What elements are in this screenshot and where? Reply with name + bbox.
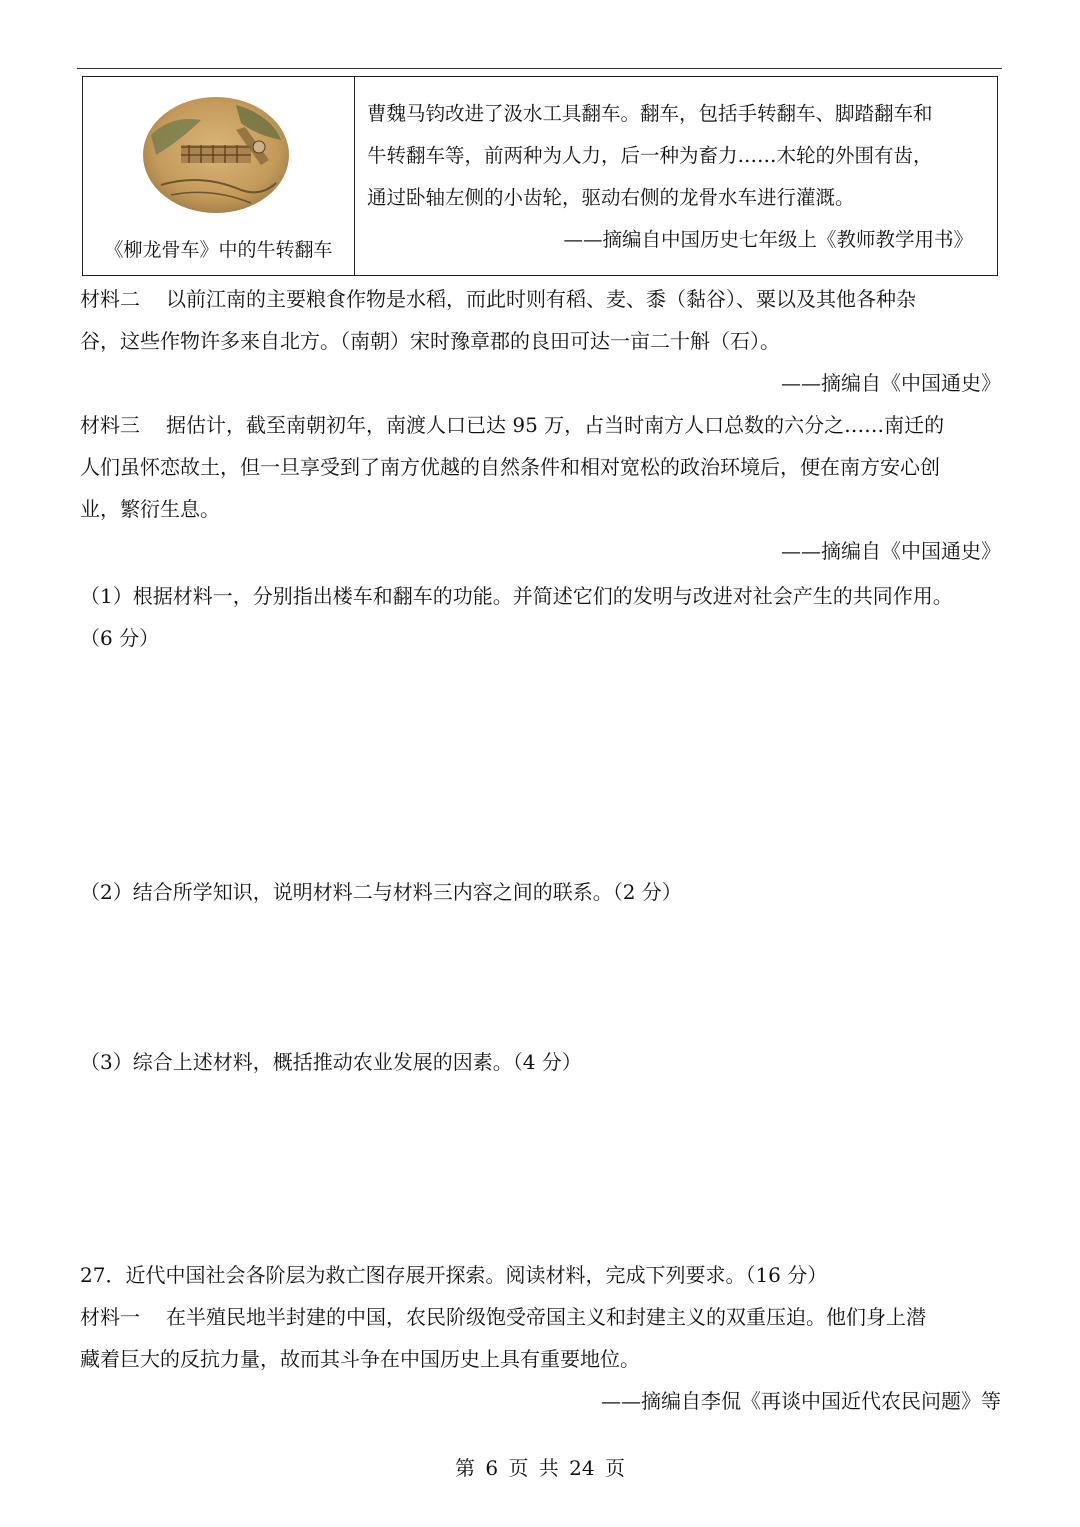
image-cell bbox=[83, 77, 355, 275]
material3-line-3: 业，繁衍生息。 bbox=[80, 497, 220, 521]
page-footer: 第 6 页 共 24 页 bbox=[455, 1456, 625, 1480]
material2-source: ——摘编自《中国通史》 bbox=[781, 371, 1001, 395]
question-1 bbox=[80, 575, 1005, 659]
material2-block bbox=[80, 278, 1005, 404]
question-27-title: 27．近代中国社会各阶层为救亡图存展开探索。阅读材料，完成下列要求。（16 分） bbox=[80, 1263, 828, 1287]
material3-line-1: 材料三 据估计，截至南朝初年，南渡人口已达 95 万，占当时南方人口总数的六分之……南迁的 bbox=[80, 413, 945, 437]
material3-block bbox=[80, 404, 1005, 572]
material3-source: ——摘编自《中国通史》 bbox=[781, 539, 1001, 563]
material1-source: ——摘编自中国历史七年级上《教师教学用书》 bbox=[563, 228, 973, 251]
material3-line-2: 人们虽怀恋故土，但一旦享受到了南方优越的自然条件和相对宽松的政治环境后，便在南方安心创 bbox=[80, 455, 940, 479]
question-27 bbox=[80, 1254, 1005, 1422]
material2-line-1: 材料二 以前江南的主要粮食作物是水稻，而此时则有稻、麦、黍（黏谷）、粟以及其他各种杂 bbox=[80, 287, 916, 311]
material1-line: 通过卧轴左侧的小齿轮，驱动右侧的龙骨水车进行灌溉。 bbox=[367, 186, 855, 209]
q27-material1-line-1: 材料一 在半殖民地半封建的中国，农民阶级饱受帝国主义和封建主义的双重压迫。他们身上潜 bbox=[80, 1305, 926, 1329]
top-rule bbox=[77, 68, 1002, 69]
material1-table bbox=[82, 76, 998, 276]
question-1-points: （6 分） bbox=[80, 626, 160, 650]
q27-material1-line-2: 藏着巨大的反抗力量，故而其斗争在中国历史上具有重要地位。 bbox=[80, 1347, 640, 1371]
material1-line: 曹魏马钧改进了汲水工具翻车。翻车，包括手转翻车、脚踏翻车和 bbox=[367, 102, 933, 125]
question-3-text: （3）综合上述材料，概括推动农业发展的因素。（4 分） bbox=[80, 1050, 582, 1074]
material1-text bbox=[367, 93, 987, 261]
question-3 bbox=[80, 1041, 1005, 1083]
painting-image bbox=[141, 95, 291, 215]
image-caption: 《柳龙骨车》中的牛转翻车 bbox=[104, 239, 333, 261]
material3-label: 材料三 bbox=[80, 413, 140, 437]
material2-line-2: 谷，这些作物许多来自北方。（南朝）宋时豫章郡的良田可达一亩二十斛（石）。 bbox=[80, 329, 780, 353]
q27-material1-source: ——摘编自李侃《再谈中国近代农民问题》等 bbox=[601, 1389, 1001, 1413]
material2-label: 材料二 bbox=[80, 287, 140, 311]
question-2-text: （2）结合所学知识，说明材料二与材料三内容之间的联系。（2 分） bbox=[80, 880, 682, 904]
q27-material1-label: 材料一 bbox=[80, 1305, 140, 1329]
question-1-text: （1）根据材料一，分别指出楼车和翻车的功能。并简述它们的发明与改进对社会产生的共同作用。 bbox=[80, 584, 953, 608]
material1-line: 牛转翻车等，前两种为人力，后一种为畜力……木轮的外围有齿， bbox=[367, 144, 933, 167]
question-2 bbox=[80, 871, 1005, 913]
